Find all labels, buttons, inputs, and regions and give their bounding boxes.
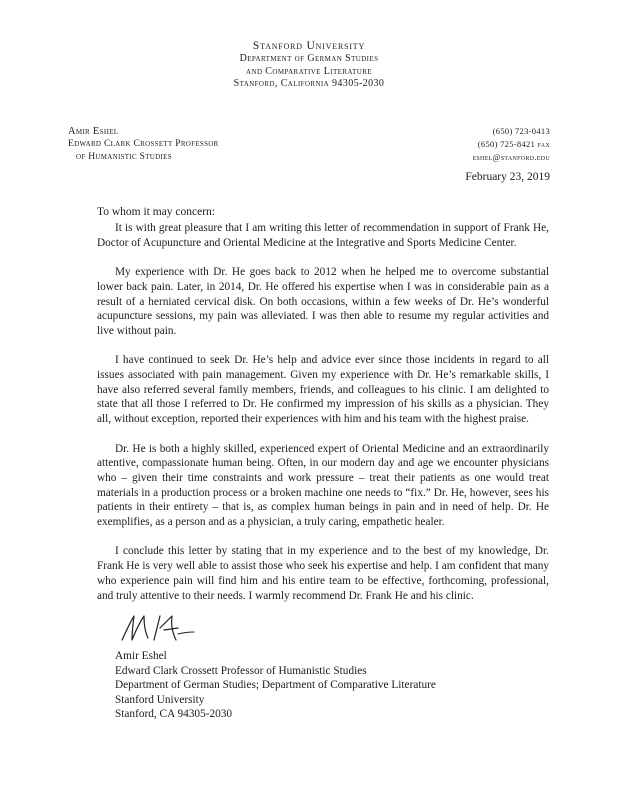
letterhead-address: Stanford, California 94305-2030: [233, 78, 385, 89]
letter-body: [97, 221, 549, 618]
paragraph-2: My experience with Dr. He goes back to 2012 when he helped me to overcome substantial lower back pain. Later, in 2014, Dr. He offered his expertise when I was in considerable pain as a result of a herniated cervical disk. On both occasions, within a few weeks of Dr. He’s wonderful acupuncture sessions, my pain was alleviated. I was then able to resume my regular activities and live without pain.: [97, 266, 549, 337]
paragraph-1: It is with great pleasure that I am writing this letter of recommendation in support of Frank He, Doctor of Acupuncture and Oriental Medicine at the Integrative and Sports Medicine Center.: [97, 222, 549, 249]
letter-date: February 23, 2019: [465, 171, 550, 183]
salutation: To whom it may concern:: [97, 206, 215, 218]
letterhead: [0, 40, 618, 91]
closing-title: Edward Clark Crossett Professor of Humanistic Studies: [115, 664, 367, 677]
sender-block: [68, 125, 219, 164]
letterhead-department-line1: Department of German Studies: [239, 53, 379, 64]
contact-email: eshel@stanford.edu: [472, 152, 550, 162]
sender-title-line1: Edward Clark Crossett Professor: [68, 139, 219, 149]
contact-phone: (650) 723-0413: [492, 126, 550, 136]
sender-title-line2: of Humanistic Studies: [76, 152, 172, 162]
contact-block: [472, 125, 550, 164]
closing-address: Stanford, CA 94305-2030: [115, 708, 233, 720]
letterhead-university: Stanford University: [252, 40, 366, 52]
closing-university: Stanford University: [115, 693, 205, 706]
closing-block: [115, 649, 436, 722]
handwritten-signature: [118, 610, 198, 648]
letterhead-department-line2: and Comparative Literature: [246, 65, 372, 77]
sender-name: Amir Eshel: [68, 126, 119, 137]
closing-department: Department of German Studies; Department of Comparative Literature: [115, 679, 436, 691]
paragraph-4: Dr. He is both a highly skilled, experienced expert of Oriental Medicine and an extraordinarily attentive, compassionate human being. Often, in our modern day and age we encounter physicians who – given their time constraints and work pressure – treat their patients as one would treat materials in a production process or a broken machine one needs to “fix.” Dr. He, however, sees his patients in their entirety – that is, as complex human beings in pain and in need of help. Dr. He exemplifies, as a person and as a physician, a truly caring, empathetic healer.: [97, 442, 549, 529]
paragraph-5: I conclude this letter by stating that in my experience and to the best of my knowledge, Dr. Frank He is very well able to assist those who seek his expertise and help. I am confident that many who experience pain will find him and his entire team to be effective, forthcoming, professional, and truly attentive to their needs. I warmly recommend Dr. Frank He and his clinic.: [97, 545, 549, 602]
closing-name: Amir Eshel: [115, 650, 167, 662]
contact-fax: (650) 725-8421 fax: [477, 139, 550, 149]
paragraph-3: I have continued to seek Dr. He’s help and advice ever since those incidents in regard to all issues associated with pain management. Given my experience with Dr. He’s remarkable skills, I have also referred several family members, friends, and colleagues to his clinic. I am delighted to state that all those I referred to Dr. He confirmed my impression of his skills as a physician. They all, without exception, reported their experiences with him and his team with the highest praise.: [97, 354, 549, 426]
